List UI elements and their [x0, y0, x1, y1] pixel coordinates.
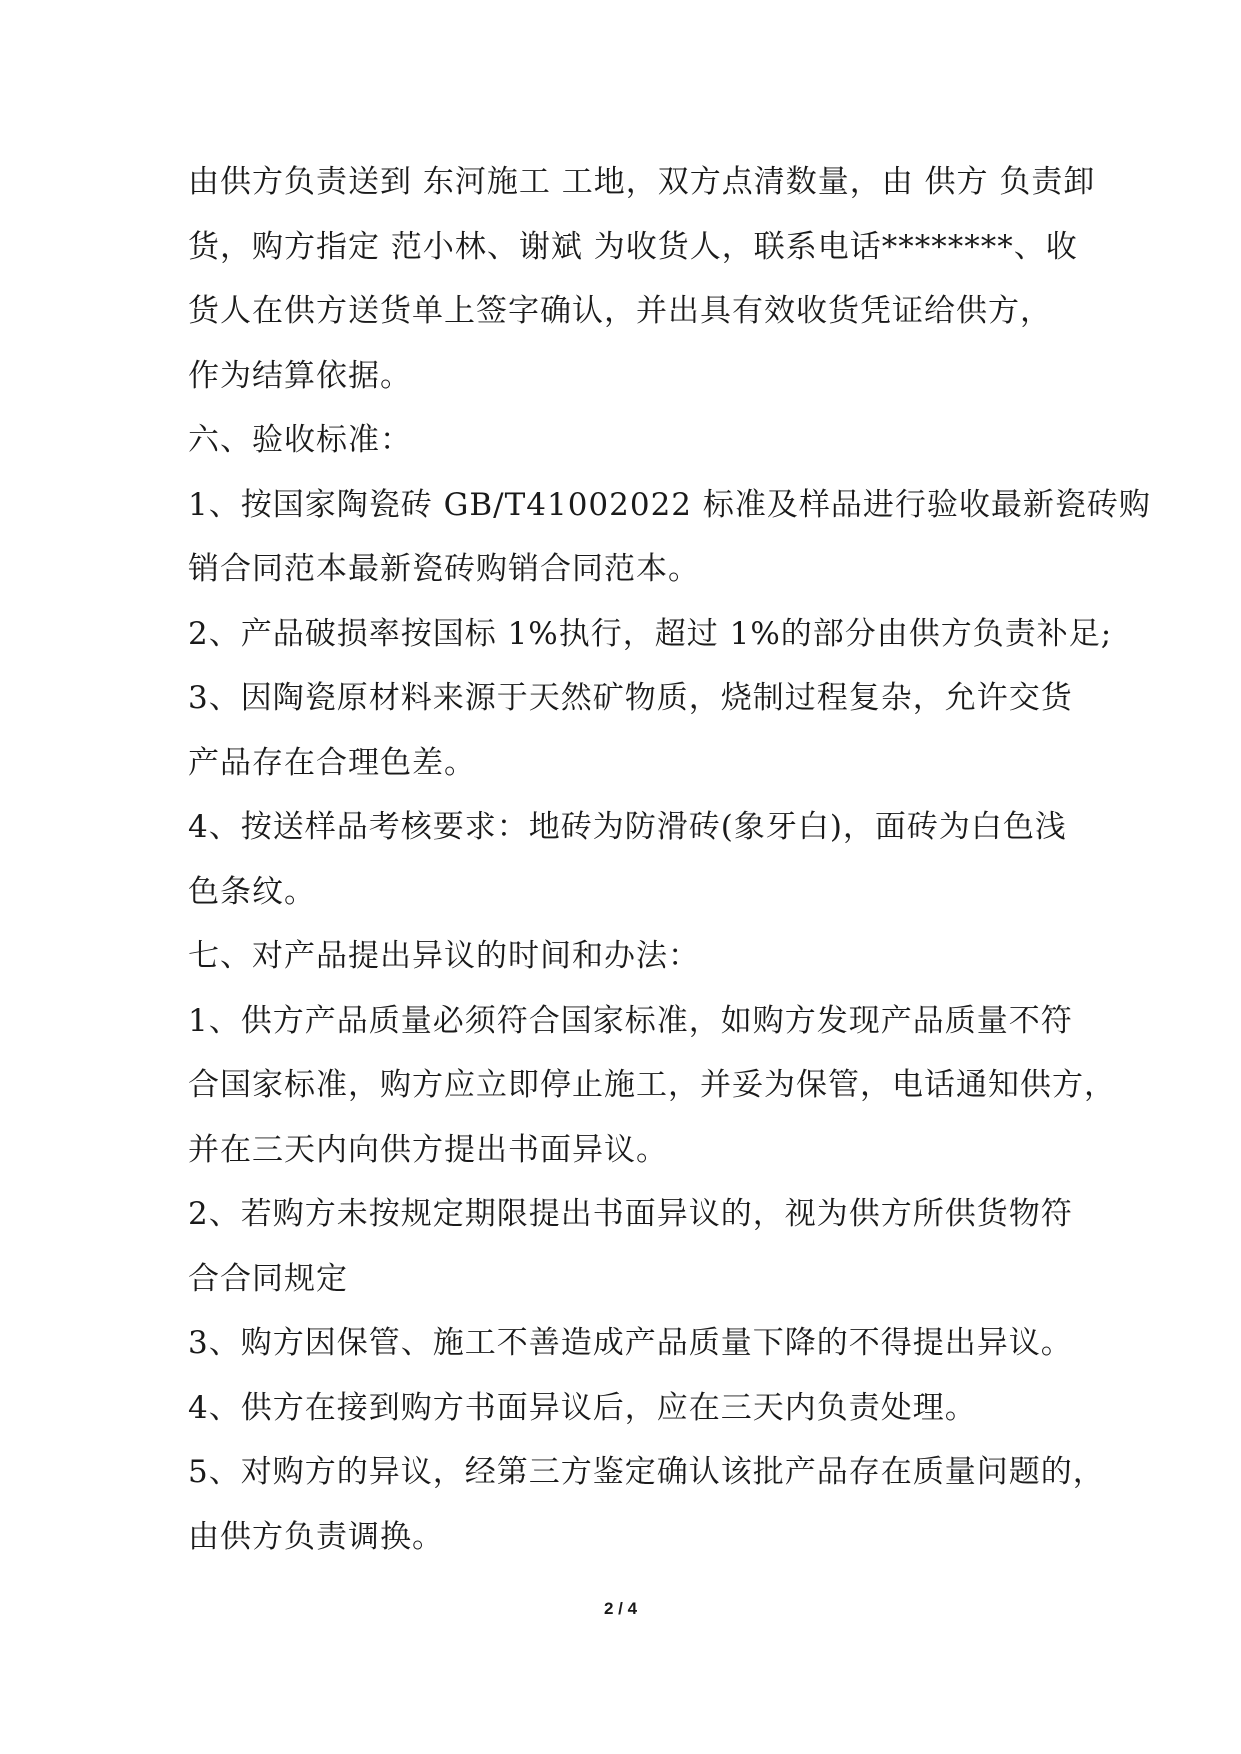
text-line: 1、按国家陶瓷砖 GB/T41002022 标准及样品进行验收最新瓷砖购	[188, 486, 1151, 523]
text-line: 合国家标准，购方应立即停止施工，并妥为保管，电话通知供方，	[188, 1067, 1116, 1103]
page-number: 2 / 4	[603, 1599, 638, 1618]
text-line: 3、因陶瓷原材料来源于天然矿物质，烧制过程复杂，允许交货	[188, 680, 1073, 716]
text-line: 货，购方指定 范小林、谢斌 为收货人，联系电话********、收	[188, 228, 1078, 265]
text-line: 由供方负责送到 东河施工 工地，双方点清数量，由 供方 负责卸	[188, 164, 1096, 200]
text-line: 1、供方产品质量必须符合国家标准，如购方发现产品质量不符	[188, 1002, 1073, 1039]
document-body	[188, 150, 1151, 1569]
text-line: 合合同规定	[188, 1260, 348, 1297]
text-line: 色条纹。	[188, 873, 316, 910]
text-line: 由供方负责调换。	[188, 1518, 444, 1555]
text-line: 5、对购方的异议，经第三方鉴定确认该批产品存在质量问题的，	[188, 1454, 1105, 1490]
text-line: 作为结算依据。	[188, 357, 412, 394]
text-line: 3、购方因保管、施工不善造成产品质量下降的不得提出异议。	[188, 1325, 1073, 1361]
text-line: 并在三天内向供方提出书面异议。	[188, 1131, 668, 1168]
section-heading: 六、验收标准：	[188, 422, 412, 458]
text-line: 货人在供方送货单上签字确认，并出具有效收货凭证给供方，	[188, 293, 1052, 329]
text-line: 销合同范本最新瓷砖购销合同范本。	[188, 551, 700, 587]
text-line: 4、按送样品考核要求：地砖为防滑砖(象牙白)，面砖为白色浅	[188, 809, 1067, 845]
text-line: 4、供方在接到购方书面异议后，应在三天内负责处理。	[188, 1389, 977, 1426]
text-line: 产品存在合理色差。	[188, 744, 476, 781]
section-heading: 七、对产品提出异议的时间和办法：	[188, 938, 700, 974]
text-line: 2、产品破损率按国标 1%执行，超过 1%的部分由供方负责补足;	[188, 615, 1113, 652]
text-line: 2、若购方未按规定期限提出书面异议的，视为供方所供货物符	[188, 1196, 1073, 1232]
